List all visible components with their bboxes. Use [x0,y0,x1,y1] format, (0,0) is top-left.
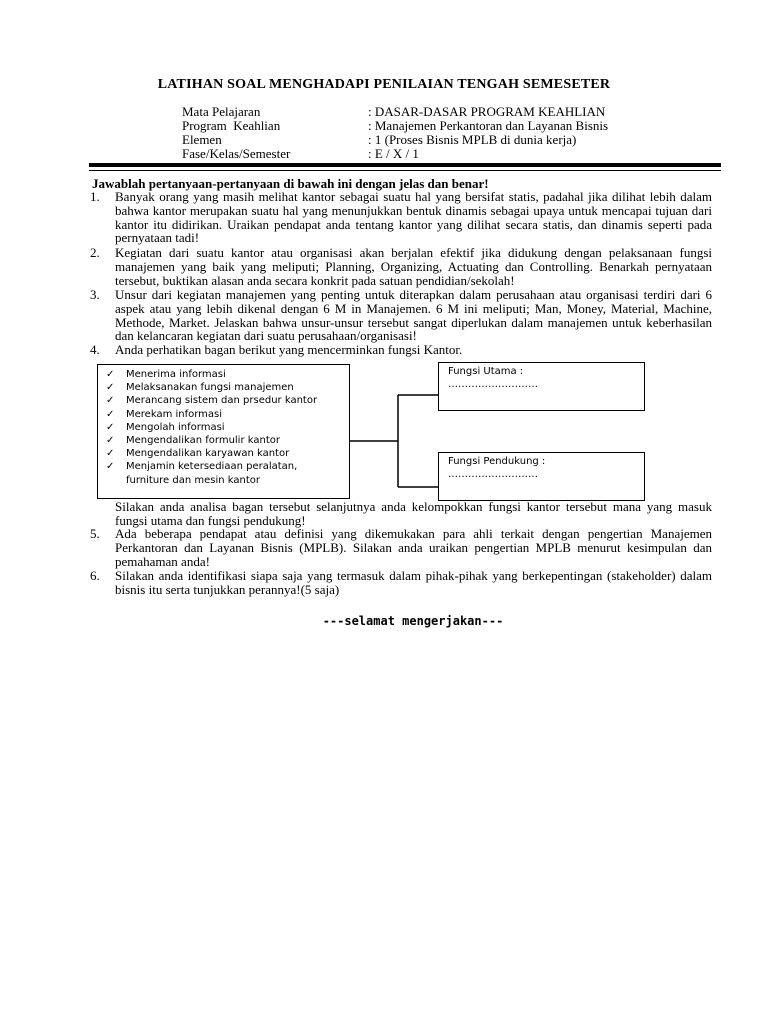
question-text: Unsur dari kegiatan manajemen yang penting untuk diterapkan dalam perusahaan atau organisasi terdiri dari 6 aspek atau yang lebih dikenal dengan 6 M in Manajemen. 6 M ini meliputi; Man, Money, Material, Machine, Methode, Market. Jelaskan bahwa unsur-unsur tersebut sangat diperlukan dalam manajemen untuk keberhasilan dan kelancaran kegiatan dari suatu perusahaan/organisasi! [115,287,712,344]
check-icon: ✓ [106,448,115,460]
support-function-box [438,452,645,501]
check-icon: ✓ [106,382,115,394]
question-text: Silakan anda analisa bagan tersebut selanjutnya anda kelompokkan fungsi kantor tersebut mana yang masuk fungsi utama dan fungsi pendukung! [115,499,712,528]
question-number: 3. [90,287,100,302]
question-text: Banyak orang yang masih melihat kantor sebagai suatu hal yang bersifat statis, padahal jika dilihat lebih dalam bahwa kantor merupakan suatu hal yang menunjukkan bentuk dinamis sebagai upaya untuk mencapai tujuan dari kantor itu didirikan. Uraikan pendapat anda tentang kantor yang dilihat secara statis, dan dinamis seperti pada pernyataan tadi! [115,189,712,246]
list-item-text: Menjamin ketersediaan peralatan, [126,461,298,473]
meta-key: Program Keahlian [182,118,281,133]
list-item-text: Mengendalikan formulir kantor [126,435,280,447]
check-icon: ✓ [106,369,115,380]
page-title: LATIHAN SOAL MENGHADAPI PENILAIAN TENGAH SEMESETER [157,77,611,92]
question-number: 4. [90,342,100,357]
closing-text: ---selamat mengerjakan--- [322,614,504,628]
question-text: Kegiatan dari suatu kantor atau organisasi akan berjalan efektif jika didukung dengan pelaksanaan fungsi manajemen yang baik yang meliputi; Planning, Organizing, Actuating dan Controlling. Benarkah pernyataan tersebut, buktikan alasan anda secara konkrit pada satuan pendidian/sekolah! [115,245,712,288]
support-function-dots: ……………………… [448,469,538,480]
main-function-box [438,362,645,411]
meta-value: : E / X / 1 [368,146,419,161]
question-number: 1. [90,189,100,204]
meta-value: : 1 (Proses Bisnis MPLB di dunia kerja) [368,132,577,147]
list-item-text: Menerima informasi [126,369,226,380]
list-item-text: Mengendalikan karyawan kantor [126,448,290,460]
check-icon: ✓ [106,395,115,407]
meta-key: Mata Pelajaran [182,104,261,119]
list-item-text: Merekam informasi [126,408,223,420]
question-number: 5. [90,526,100,541]
check-icon: ✓ [106,421,115,433]
question-number: 6. [90,568,100,583]
list-item-text: Mengolah informasi [126,421,225,433]
meta-key: Fase/Kelas/Semester [182,146,291,161]
meta-value: : Manajemen Perkantoran dan Layanan Bisnis [368,118,609,133]
instruction-text: Jawablah pertanyaan-pertanyaan di bawah ini dengan jelas dan benar! [92,176,489,191]
main-function-dots: ……………………… [448,379,538,390]
meta-value: : DASAR-DASAR PROGRAM KEAHLIAN [368,104,606,119]
check-icon: ✓ [106,435,115,447]
question-text: Anda perhatikan bagan berikut yang mencerminkan fungsi Kantor. [115,342,463,357]
check-icon: ✓ [106,408,115,420]
question-text: Ada beberapa pendapat atau definisi yang dikemukakan para ahli terkait dengan pengertian Manajemen Perkantoran dan Layanan Bisnis (MPLB). Silakan anda uraikan pengertian MPLB menurut kesimpulan dan pemahaman anda! [115,526,712,569]
main-function-label: Fungsi Utama : [448,366,524,377]
list-item-text: Merancang sistem dan prsedur kantor [126,395,318,407]
question-number: 2. [90,245,100,260]
list-item-text: Melaksanakan fungsi manajemen [126,382,294,394]
support-function-label: Fungsi Pendukung : [448,456,546,467]
question-6 [90,569,712,597]
list-item-continuation: furniture dan mesin kantor [126,474,261,486]
check-icon: ✓ [106,461,115,473]
meta-key: Elemen [182,132,222,147]
question-text: Silakan anda identifikasi siapa saja yang termasuk dalam pihak-pihak yang berkepentingan (stakeholder) dalam bisnis itu serta tunjukkan perannya!(5 saja) [115,568,712,597]
question-4-followup [90,500,712,528]
question-5 [90,527,712,568]
